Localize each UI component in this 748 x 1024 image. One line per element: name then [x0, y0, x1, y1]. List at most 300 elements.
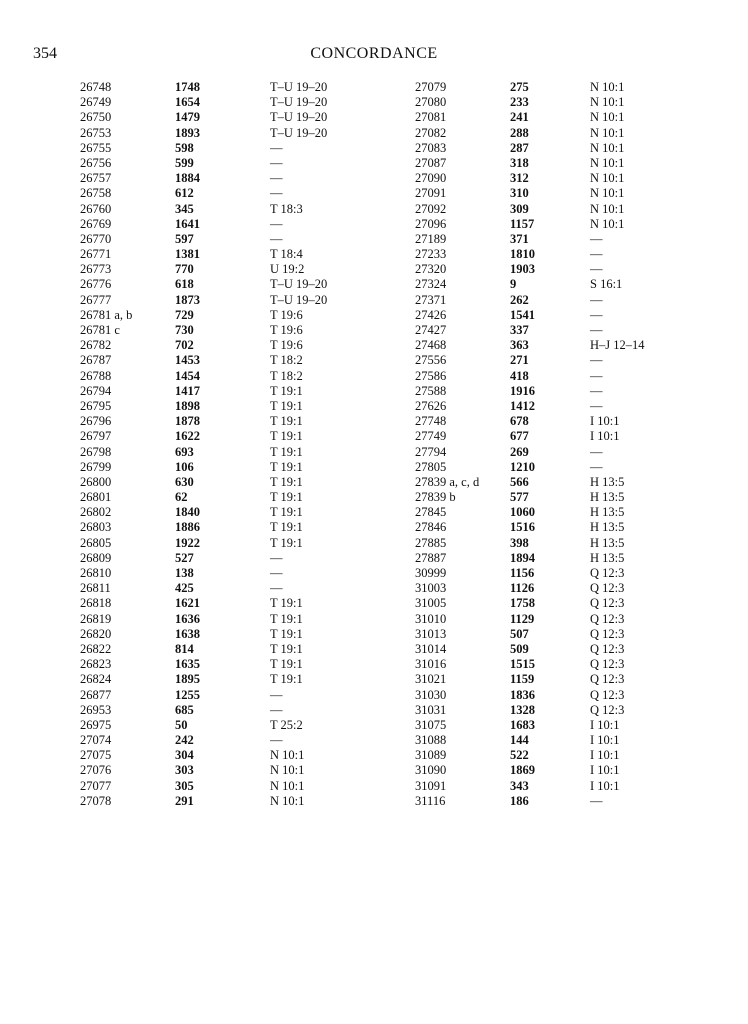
inventory-number: 27845 [415, 505, 447, 520]
concordance-row [415, 369, 720, 384]
concordance-row [80, 612, 400, 627]
grid-reference: Q 12:3 [590, 672, 625, 687]
inventory-number: 27556 [415, 353, 447, 368]
concordance-row [415, 551, 720, 566]
inventory-number: 27885 [415, 535, 447, 550]
catalogue-number: 1836 [510, 687, 535, 702]
grid-reference: N 10:1 [270, 763, 305, 778]
concordance-row [415, 110, 720, 125]
catalogue-number: 1516 [510, 520, 535, 535]
inventory-number: 26877 [80, 687, 112, 702]
catalogue-number: 1641 [175, 216, 200, 231]
grid-reference: N 10:1 [270, 793, 305, 808]
catalogue-number: 1210 [510, 459, 535, 474]
grid-reference: T 18:4 [270, 247, 303, 262]
grid-reference: — [590, 459, 603, 474]
inventory-number: 26799 [80, 459, 112, 474]
concordance-row [415, 445, 720, 460]
catalogue-number: 1417 [175, 383, 200, 398]
inventory-number: 27083 [415, 140, 447, 155]
grid-reference: T 19:1 [270, 474, 303, 489]
catalogue-number: 618 [175, 277, 194, 292]
inventory-number: 26773 [80, 262, 112, 277]
grid-reference: — [270, 155, 283, 170]
catalogue-number: 269 [510, 444, 529, 459]
concordance-row [415, 384, 720, 399]
concordance-row [80, 642, 400, 657]
concordance-row [80, 384, 400, 399]
concordance-row [415, 126, 720, 141]
inventory-number: 26822 [80, 641, 112, 656]
grid-reference: H 13:5 [590, 535, 625, 550]
catalogue-number: 577 [510, 490, 529, 505]
grid-reference: Q 12:3 [590, 657, 625, 672]
catalogue-number: 1916 [510, 383, 535, 398]
concordance-row [415, 186, 720, 201]
catalogue-number: 1255 [175, 687, 200, 702]
catalogue-number: 363 [510, 338, 529, 353]
inventory-number: 31089 [415, 748, 447, 763]
inventory-number: 26788 [80, 368, 112, 383]
inventory-number: 27805 [415, 459, 447, 474]
catalogue-number: 1886 [175, 520, 200, 535]
grid-reference: I 10:1 [590, 429, 620, 444]
catalogue-number: 241 [510, 110, 529, 125]
catalogue-number: 337 [510, 323, 529, 337]
catalogue-number: 1156 [510, 566, 535, 580]
concordance-row [415, 581, 720, 596]
inventory-number: 26769 [80, 216, 112, 231]
catalogue-number: 1869 [510, 763, 535, 778]
catalogue-number: 138 [175, 566, 194, 580]
concordance-row [80, 186, 400, 201]
catalogue-number: 1873 [175, 292, 200, 307]
grid-reference: T–U 19–20 [270, 277, 328, 292]
grid-reference: — [270, 216, 283, 231]
inventory-number: 27233 [415, 247, 447, 262]
concordance-row [80, 763, 400, 778]
concordance-row [80, 247, 400, 262]
inventory-number: 26805 [80, 535, 112, 550]
catalogue-number: 418 [510, 368, 529, 383]
grid-reference: I 10:1 [590, 717, 620, 732]
concordance-row [415, 596, 720, 611]
catalogue-number: 1894 [510, 550, 535, 565]
grid-reference: — [270, 550, 283, 565]
grid-reference: I 10:1 [590, 778, 620, 793]
concordance-row [415, 794, 720, 809]
grid-reference: N 10:1 [590, 125, 625, 140]
inventory-number: 27081 [415, 110, 447, 125]
concordance-row [80, 353, 400, 368]
concordance-row [80, 748, 400, 763]
inventory-number: 27588 [415, 383, 447, 398]
grid-reference: N 10:1 [590, 110, 625, 125]
grid-reference: Q 12:3 [590, 702, 625, 717]
grid-reference: H 13:5 [590, 474, 625, 489]
inventory-number: 27079 [415, 80, 447, 94]
inventory-number: 27468 [415, 338, 447, 353]
concordance-row [415, 748, 720, 763]
grid-reference: I 10:1 [590, 414, 620, 429]
concordance-row [80, 536, 400, 551]
concordance-row [80, 733, 400, 748]
grid-reference: — [590, 231, 603, 246]
catalogue-number: 1922 [175, 535, 200, 550]
grid-reference: — [590, 444, 603, 459]
concordance-row [80, 581, 400, 596]
catalogue-number: 1758 [510, 596, 535, 611]
grid-reference: S 16:1 [590, 277, 623, 292]
catalogue-number: 1903 [510, 262, 535, 277]
catalogue-number: 1810 [510, 247, 535, 262]
concordance-row [80, 429, 400, 444]
catalogue-number: 287 [510, 140, 529, 155]
catalogue-number: 144 [510, 733, 529, 748]
grid-reference: T 19:1 [270, 459, 303, 474]
catalogue-number: 1157 [510, 216, 535, 231]
grid-reference: N 10:1 [270, 778, 305, 793]
inventory-number: 26771 [80, 247, 112, 262]
grid-reference: — [590, 307, 603, 322]
grid-reference: — [590, 262, 603, 277]
inventory-number: 27077 [80, 778, 112, 793]
grid-reference: Q 12:3 [590, 581, 625, 596]
catalogue-number: 702 [175, 338, 194, 353]
concordance-row [80, 551, 400, 566]
concordance-row [415, 293, 720, 308]
catalogue-number: 345 [175, 201, 194, 216]
grid-reference: N 10:1 [590, 155, 625, 170]
inventory-number: 27078 [80, 793, 112, 808]
catalogue-number: 678 [510, 414, 529, 429]
catalogue-number: 1654 [175, 95, 200, 110]
inventory-number: 31090 [415, 763, 447, 778]
catalogue-number: 62 [175, 490, 188, 505]
inventory-number: 26760 [80, 201, 112, 216]
catalogue-number: 599 [175, 155, 194, 170]
page-number: 354 [33, 45, 57, 62]
inventory-number: 27426 [415, 307, 447, 322]
concordance-row [80, 80, 400, 95]
concordance-column-right [415, 80, 720, 809]
catalogue-number: 1635 [175, 657, 200, 672]
catalogue-number: 1159 [510, 672, 535, 687]
catalogue-number: 1126 [510, 581, 535, 596]
inventory-number: 26819 [80, 611, 112, 626]
concordance-row [80, 505, 400, 520]
concordance-row [80, 126, 400, 141]
catalogue-number: 527 [175, 550, 194, 565]
catalogue-number: 522 [510, 748, 529, 763]
inventory-number: 26820 [80, 626, 112, 641]
grid-reference: T 19:1 [270, 383, 303, 398]
inventory-number: 26794 [80, 383, 112, 398]
grid-reference: T 25:2 [270, 717, 303, 732]
concordance-row [415, 414, 720, 429]
concordance-row [80, 277, 400, 292]
concordance-row [415, 718, 720, 733]
grid-reference: N 10:1 [590, 171, 625, 186]
grid-reference: T 19:1 [270, 611, 303, 626]
catalogue-number: 304 [175, 748, 194, 763]
grid-reference: — [590, 353, 603, 368]
inventory-number: 30999 [415, 566, 447, 580]
catalogue-number: 730 [175, 323, 194, 337]
catalogue-number: 1479 [175, 110, 200, 125]
grid-reference: N 10:1 [590, 95, 625, 110]
grid-reference: — [270, 687, 283, 702]
catalogue-number: 1748 [175, 80, 200, 94]
concordance-row [80, 217, 400, 232]
concordance-row [415, 505, 720, 520]
grid-reference: T 18:3 [270, 201, 303, 216]
grid-reference: — [270, 581, 283, 596]
concordance-row [415, 627, 720, 642]
catalogue-number: 1515 [510, 657, 535, 672]
catalogue-number: 1541 [510, 307, 535, 322]
catalogue-number: 507 [510, 626, 529, 641]
concordance-row [415, 703, 720, 718]
concordance-row [415, 95, 720, 110]
catalogue-number: 1621 [175, 596, 200, 611]
catalogue-number: 291 [175, 793, 194, 808]
inventory-number: 27794 [415, 444, 447, 459]
grid-reference: — [590, 793, 603, 808]
grid-reference: Q 12:3 [590, 566, 625, 580]
concordance-row [80, 475, 400, 490]
inventory-number: 31088 [415, 733, 447, 748]
catalogue-number: 305 [175, 778, 194, 793]
concordance-row [80, 323, 400, 338]
grid-reference: T 19:1 [270, 596, 303, 611]
concordance-row [80, 520, 400, 535]
inventory-number: 27748 [415, 414, 447, 429]
concordance-row [80, 703, 400, 718]
inventory-number: 31091 [415, 778, 447, 793]
concordance-row [80, 293, 400, 308]
inventory-number: 31030 [415, 687, 447, 702]
concordance-row [415, 217, 720, 232]
concordance-row [415, 566, 720, 581]
inventory-number: 26809 [80, 550, 112, 565]
grid-reference: T 19:1 [270, 672, 303, 687]
grid-reference: T–U 19–20 [270, 292, 328, 307]
grid-reference: Q 12:3 [590, 611, 625, 626]
catalogue-number: 1381 [175, 247, 200, 262]
inventory-number: 26801 [80, 490, 112, 505]
concordance-row [415, 657, 720, 672]
grid-reference: T–U 19–20 [270, 125, 328, 140]
grid-reference: — [270, 231, 283, 246]
inventory-number: 26782 [80, 338, 112, 353]
grid-reference: T 19:1 [270, 626, 303, 641]
catalogue-number: 509 [510, 641, 529, 656]
inventory-number: 27320 [415, 262, 447, 277]
grid-reference: — [590, 323, 603, 337]
grid-reference: — [270, 566, 283, 580]
concordance-row [80, 718, 400, 733]
concordance-row [80, 657, 400, 672]
catalogue-number: 1412 [510, 398, 535, 413]
catalogue-number: 770 [175, 262, 194, 277]
inventory-number: 26758 [80, 186, 112, 201]
concordance-row [415, 475, 720, 490]
concordance-row [415, 232, 720, 247]
inventory-number: 31021 [415, 672, 447, 687]
concordance-row [80, 596, 400, 611]
grid-reference: T–U 19–20 [270, 110, 328, 125]
grid-reference: T 19:1 [270, 505, 303, 520]
grid-reference: T 19:1 [270, 429, 303, 444]
inventory-number: 26824 [80, 672, 112, 687]
grid-reference: H 13:5 [590, 490, 625, 505]
catalogue-number: 814 [175, 641, 194, 656]
inventory-number: 31116 [415, 793, 446, 808]
catalogue-number: 1878 [175, 414, 200, 429]
concordance-row [80, 110, 400, 125]
concordance-row [80, 566, 400, 581]
inventory-number: 27839 a, c, d [415, 474, 480, 489]
concordance-row [415, 156, 720, 171]
catalogue-number: 1060 [510, 505, 535, 520]
concordance-row [80, 445, 400, 460]
catalogue-number: 312 [510, 171, 529, 186]
concordance-row [80, 156, 400, 171]
inventory-number: 27427 [415, 323, 447, 337]
inventory-number: 27080 [415, 95, 447, 110]
grid-reference: N 10:1 [590, 80, 625, 94]
grid-reference: H 13:5 [590, 550, 625, 565]
inventory-number: 26776 [80, 277, 112, 292]
inventory-number: 26975 [80, 717, 112, 732]
grid-reference: T 18:2 [270, 368, 303, 383]
inventory-number: 27075 [80, 748, 112, 763]
concordance-row [80, 490, 400, 505]
inventory-number: 26802 [80, 505, 112, 520]
catalogue-number: 1454 [175, 368, 200, 383]
catalogue-number: 1898 [175, 398, 200, 413]
concordance-row [80, 95, 400, 110]
grid-reference: N 10:1 [590, 140, 625, 155]
inventory-number: 27371 [415, 292, 447, 307]
grid-reference: Q 12:3 [590, 687, 625, 702]
concordance-row [415, 399, 720, 414]
catalogue-number: 612 [175, 186, 194, 201]
grid-reference: T–U 19–20 [270, 80, 328, 94]
catalogue-number: 50 [175, 717, 188, 732]
catalogue-number: 1636 [175, 611, 200, 626]
grid-reference: T 19:1 [270, 657, 303, 672]
catalogue-number: 106 [175, 459, 194, 474]
grid-reference: T 18:2 [270, 353, 303, 368]
inventory-number: 26795 [80, 398, 112, 413]
inventory-number: 27839 b [415, 490, 456, 505]
inventory-number: 27846 [415, 520, 447, 535]
catalogue-number: 186 [510, 793, 529, 808]
grid-reference: I 10:1 [590, 733, 620, 748]
inventory-number: 26777 [80, 292, 112, 307]
inventory-number: 27189 [415, 231, 447, 246]
catalogue-number: 275 [510, 80, 529, 94]
catalogue-number: 1328 [510, 702, 535, 717]
grid-reference: — [590, 398, 603, 413]
concordance-row [80, 232, 400, 247]
catalogue-number: 303 [175, 763, 194, 778]
inventory-number: 27087 [415, 155, 447, 170]
concordance-row [80, 171, 400, 186]
concordance-row [415, 141, 720, 156]
concordance-row [415, 202, 720, 217]
inventory-number: 26818 [80, 596, 112, 611]
inventory-number: 27082 [415, 125, 447, 140]
grid-reference: N 10:1 [270, 748, 305, 763]
inventory-number: 26796 [80, 414, 112, 429]
catalogue-number: 1683 [510, 717, 535, 732]
catalogue-number: 271 [510, 353, 529, 368]
grid-reference: T 19:1 [270, 414, 303, 429]
catalogue-number: 597 [175, 231, 194, 246]
concordance-row [415, 520, 720, 535]
inventory-number: 26750 [80, 110, 112, 125]
concordance-row [415, 323, 720, 338]
grid-reference: Q 12:3 [590, 641, 625, 656]
inventory-number: 26953 [80, 702, 112, 717]
concordance-row [415, 80, 720, 95]
concordance-row [415, 672, 720, 687]
inventory-number: 27076 [80, 763, 112, 778]
concordance-row [80, 308, 400, 323]
grid-reference: — [270, 140, 283, 155]
inventory-number: 27887 [415, 550, 447, 565]
concordance-row [80, 369, 400, 384]
catalogue-number: 1893 [175, 125, 200, 140]
concordance-row [80, 779, 400, 794]
grid-reference: — [270, 186, 283, 201]
inventory-number: 26781 a, b [80, 307, 133, 322]
concordance-row [80, 202, 400, 217]
inventory-number: 31031 [415, 702, 447, 717]
inventory-number: 26757 [80, 171, 112, 186]
grid-reference: Q 12:3 [590, 626, 625, 641]
concordance-row [415, 429, 720, 444]
grid-reference: H–J 12–14 [590, 338, 645, 353]
grid-reference: — [270, 733, 283, 748]
catalogue-number: 685 [175, 702, 194, 717]
catalogue-number: 242 [175, 733, 194, 748]
grid-reference: T–U 19–20 [270, 95, 328, 110]
catalogue-number: 425 [175, 581, 194, 596]
concordance-row [415, 779, 720, 794]
inventory-number: 26810 [80, 566, 112, 580]
inventory-number: 26803 [80, 520, 112, 535]
grid-reference: — [270, 702, 283, 717]
grid-reference: N 10:1 [590, 186, 625, 201]
concordance-row [415, 308, 720, 323]
inventory-number: 26749 [80, 95, 112, 110]
catalogue-number: 288 [510, 125, 529, 140]
inventory-number: 26781 c [80, 323, 120, 337]
concordance-row [415, 733, 720, 748]
inventory-number: 26787 [80, 353, 112, 368]
grid-reference: U 19:2 [270, 262, 305, 277]
grid-reference: I 10:1 [590, 763, 620, 778]
concordance-row [80, 627, 400, 642]
inventory-number: 27626 [415, 398, 447, 413]
inventory-number: 26797 [80, 429, 112, 444]
grid-reference: T 19:6 [270, 307, 303, 322]
grid-reference: T 19:1 [270, 520, 303, 535]
